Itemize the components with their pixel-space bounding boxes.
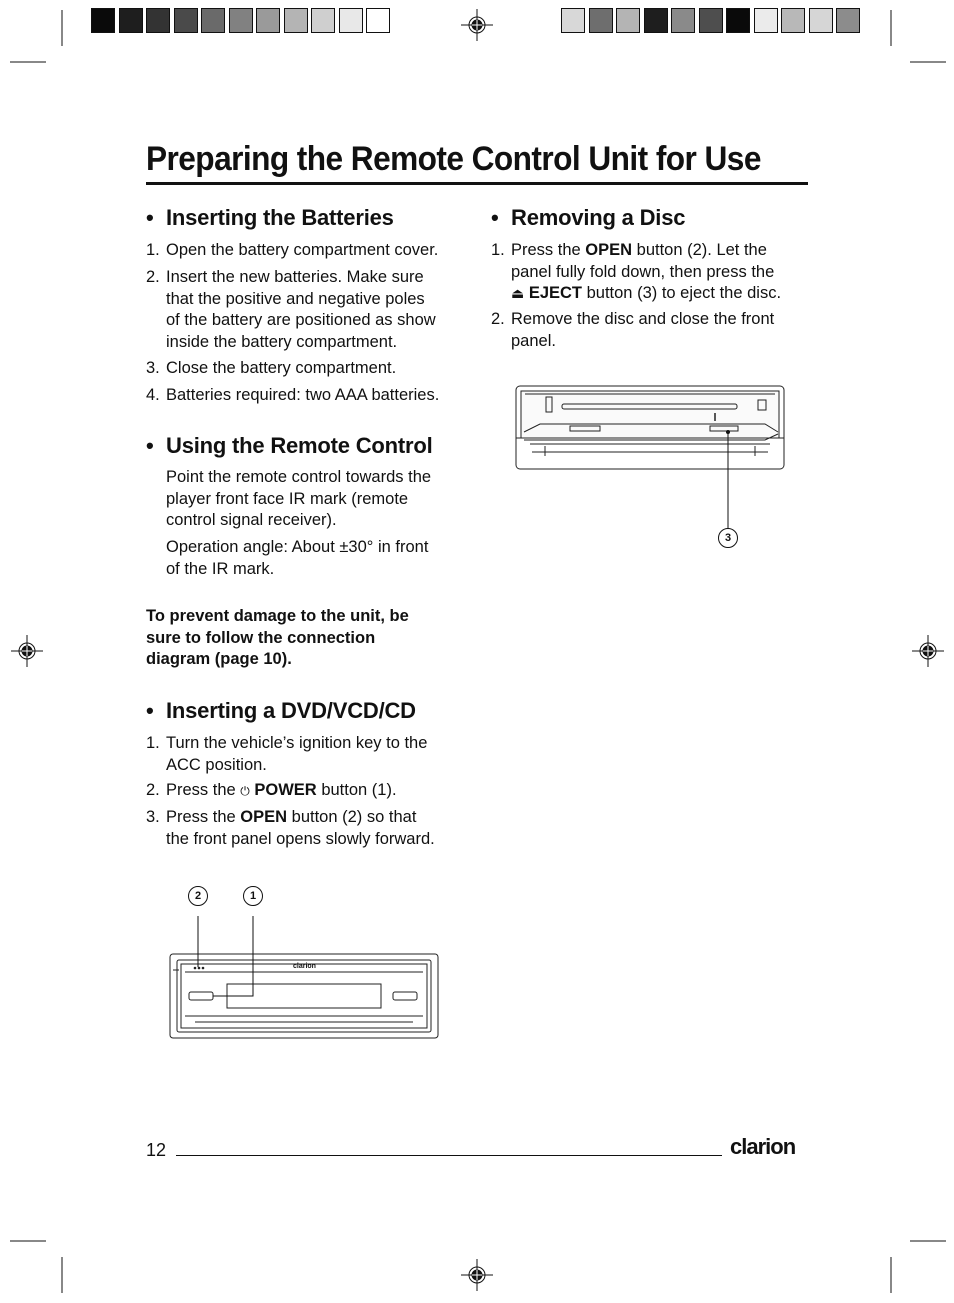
- color-swatch: [699, 8, 723, 33]
- step-text: Press the: [166, 781, 236, 799]
- power-label: POWER: [254, 781, 317, 799]
- step-text-line: of the battery are positioned as show: [166, 311, 436, 329]
- step-text-line: Insert the new batteries. Make sure: [166, 268, 424, 286]
- step-text-line: Remove the disc and close the front: [511, 310, 775, 328]
- step-text: button (1).: [321, 781, 397, 799]
- remote-para-2: [166, 537, 428, 580]
- color-swatch: [561, 8, 585, 33]
- para-line: Point the remote control towards the: [166, 468, 432, 486]
- para-line: of the IR mark.: [166, 559, 275, 578]
- color-swatch: [809, 8, 833, 33]
- color-swatch: [201, 8, 225, 33]
- para-line: Operation angle: About ±30° in front: [166, 538, 429, 556]
- open-label: OPEN: [585, 241, 633, 259]
- step-text-line: the front panel opens slowly forward.: [166, 829, 435, 848]
- step-number: 2.: [146, 268, 160, 286]
- heading-dvd: • Inserting a DVD/VCD/CD: [146, 698, 416, 723]
- color-swatch: [836, 8, 860, 33]
- color-swatch: [671, 8, 695, 33]
- color-swatch: [781, 8, 805, 33]
- step-number: 1.: [146, 734, 160, 752]
- step-text: button (2) so that: [291, 808, 417, 826]
- device-brand-label: clarion: [293, 963, 316, 970]
- color-swatch: [644, 8, 668, 33]
- step-text: Press the: [166, 808, 236, 826]
- color-swatch: [284, 8, 308, 33]
- page-title: Preparing the Remote Control Unit for Use: [146, 140, 761, 178]
- step-number: 4.: [146, 386, 160, 404]
- step-text: button (3) to eject the disc.: [586, 284, 782, 302]
- heading-remote-text: Using the Remote Control: [166, 433, 433, 458]
- registration-mark-top: [461, 9, 493, 41]
- registration-mark-bottom: [461, 1259, 493, 1291]
- para-line: control signal receiver).: [166, 511, 337, 529]
- step-number: 3.: [146, 359, 160, 377]
- heading-disc: • Removing a Disc: [491, 205, 686, 230]
- warning-line: sure to follow the connection: [146, 628, 376, 647]
- step-text-line: panel.: [511, 331, 556, 350]
- color-swatch: [229, 8, 253, 33]
- color-swatch: [726, 8, 750, 33]
- eject-icon: ⏏: [511, 286, 525, 302]
- warning-line: To prevent damage to the unit, be: [146, 607, 409, 625]
- color-swatch: [146, 8, 170, 33]
- heading-batteries: • Inserting the Batteries: [146, 205, 394, 230]
- step-number: 1.: [491, 241, 505, 259]
- callout-power: 1: [243, 886, 263, 906]
- color-swatch: [366, 8, 390, 33]
- step-text: Open the battery compartment cover.: [166, 241, 439, 259]
- remote-para-1: [166, 467, 431, 532]
- color-swatch: [119, 8, 143, 33]
- color-swatch: [589, 8, 613, 33]
- step-text-line: panel fully fold down, then press the: [511, 262, 775, 281]
- eject-label: EJECT: [528, 284, 583, 302]
- color-swatch: [174, 8, 198, 33]
- warning-note: [146, 606, 456, 671]
- title-rule: [146, 182, 808, 185]
- color-swatch: [311, 8, 335, 33]
- brand-logo: clarion: [730, 1134, 796, 1159]
- step-text: Press the: [511, 241, 581, 259]
- page-number: 12: [146, 1140, 167, 1160]
- color-swatch: [616, 8, 640, 33]
- para-line: player front face IR mark (remote: [166, 489, 409, 508]
- registration-mark-right: [912, 635, 944, 667]
- callout-eject: 3: [718, 528, 738, 548]
- footer-rule: [176, 1155, 722, 1156]
- warning-line: diagram (page 10).: [146, 650, 292, 668]
- step-number: 1.: [146, 241, 160, 259]
- color-swatch: [91, 8, 115, 33]
- step-number: 2.: [146, 781, 160, 799]
- illustration-disc-removal: [510, 380, 795, 555]
- step-text-line: inside the battery compartment.: [166, 332, 398, 351]
- step-text: Close the battery compartment.: [166, 359, 397, 377]
- heading-remote: • Using the Remote Control: [146, 433, 433, 458]
- step-text-line: that the positive and negative poles: [166, 289, 425, 308]
- step-number: 3.: [146, 808, 160, 826]
- registration-mark-left: [11, 635, 43, 667]
- open-label: OPEN: [240, 808, 288, 826]
- heading-batteries-text: Inserting the Batteries: [166, 205, 394, 230]
- color-swatch: [754, 8, 778, 33]
- heading-disc-text: Removing a Disc: [511, 205, 686, 230]
- color-swatch: [256, 8, 280, 33]
- step-text: button (2). Let the: [636, 241, 767, 259]
- callout-open: 2: [188, 886, 208, 906]
- step-text: Batteries required: two AAA batteries.: [166, 386, 440, 404]
- heading-dvd-text: Inserting a DVD/VCD/CD: [166, 698, 416, 723]
- step-text-line: ACC position.: [166, 755, 267, 774]
- color-swatch: [339, 8, 363, 33]
- step-text-line: Turn the vehicle’s ignition key to the: [166, 734, 428, 752]
- step-number: 2.: [491, 310, 505, 328]
- power-icon: ⏻: [240, 784, 250, 798]
